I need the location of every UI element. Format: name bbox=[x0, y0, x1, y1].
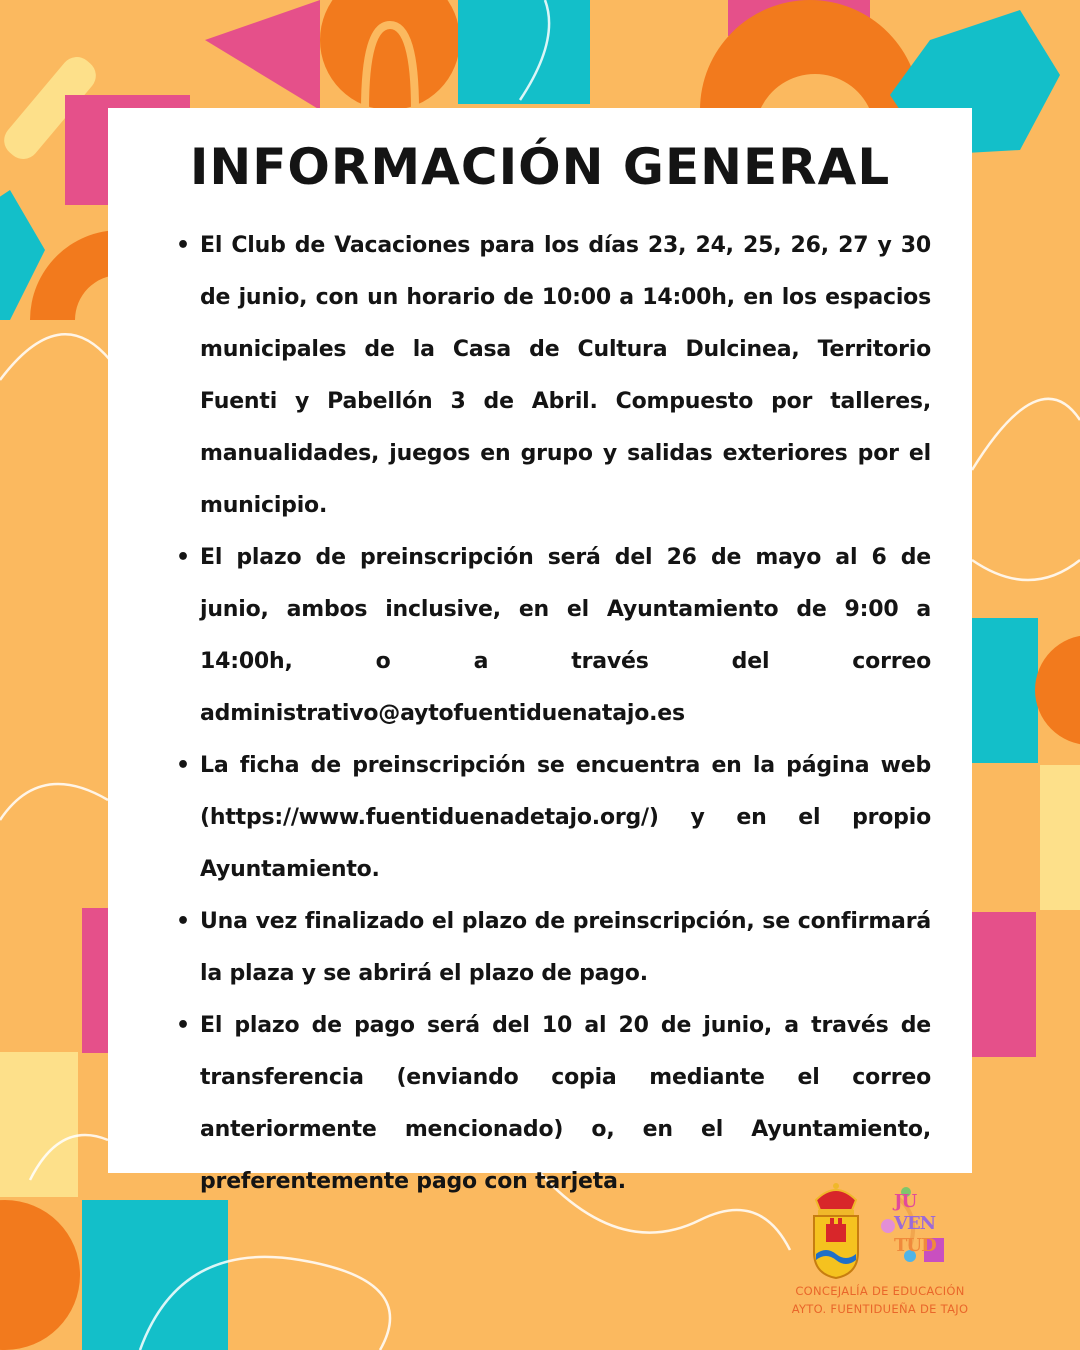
list-item: • El Club de Vacaciones para los días 23, 24, 25, 26, 27 y 30 de junio, con un horario de 10:00 a 14:00h, en los espacios municipales de la Casa de Cultura Dulcinea, Territorio Fuenti y Pabellón 3 de Abril. Compuesto por talleres, manualidades, juegos en grupo y salidas exteriores por el municipio. bbox=[176, 220, 931, 532]
teal-square-right bbox=[972, 618, 1038, 763]
orange-circle-right bbox=[1035, 635, 1080, 745]
pale-yellow-square-right bbox=[1040, 765, 1080, 910]
orange-arch-left bbox=[30, 230, 120, 320]
info-card bbox=[108, 108, 972, 1194]
footer-department: CONCEJALÍA DE EDUCACIÓN bbox=[795, 1284, 965, 1298]
juventud-logo-line: VEN bbox=[894, 1213, 936, 1234]
pink-bar-left bbox=[82, 908, 108, 1053]
list-item: • Una vez finalizado el plazo de preinscripción, se confirmará la plaza y se abrirá el plazo de pago. bbox=[176, 896, 931, 1000]
list-item: • La ficha de preinscripción se encuentra en la página web (https://www.fuentiduenadetajo.org/) y en el propio Ayuntamiento. bbox=[176, 740, 931, 896]
orange-circle-top bbox=[320, 0, 460, 110]
juventud-logo-line: TUD bbox=[894, 1235, 936, 1256]
juventud-logo-line: JU bbox=[894, 1191, 917, 1212]
coat-of-arms-icon bbox=[808, 1180, 864, 1280]
teal-square-bottom bbox=[82, 1200, 228, 1350]
info-list bbox=[176, 220, 931, 1208]
orange-circle-bottom-left bbox=[0, 1200, 80, 1350]
teal-square-top bbox=[458, 0, 590, 104]
page-title: INFORMACIÓN GENERAL bbox=[189, 138, 891, 196]
footer-logos bbox=[780, 1180, 980, 1320]
pale-yellow-square-left bbox=[0, 1052, 78, 1197]
footer-town-hall: AYTO. FUENTIDUEÑA DE TAJO bbox=[791, 1302, 969, 1316]
pink-square-right bbox=[972, 912, 1036, 1057]
pink-triangle-shape bbox=[205, 0, 320, 110]
list-item: • El plazo de preinscripción será del 26 de mayo al 6 de junio, ambos inclusive, en el Ayuntamiento de 9:00 a 14:00h, o a través del correo administrativo@aytofuentiduenatajo.es bbox=[176, 532, 931, 740]
list-item: • El plazo de pago será del 10 al 20 de junio, a través de transferencia (enviando copia mediante el correo anteriormente mencionado) o, en el Ayuntamiento, preferentemente pago con tarjeta. bbox=[176, 1000, 931, 1208]
